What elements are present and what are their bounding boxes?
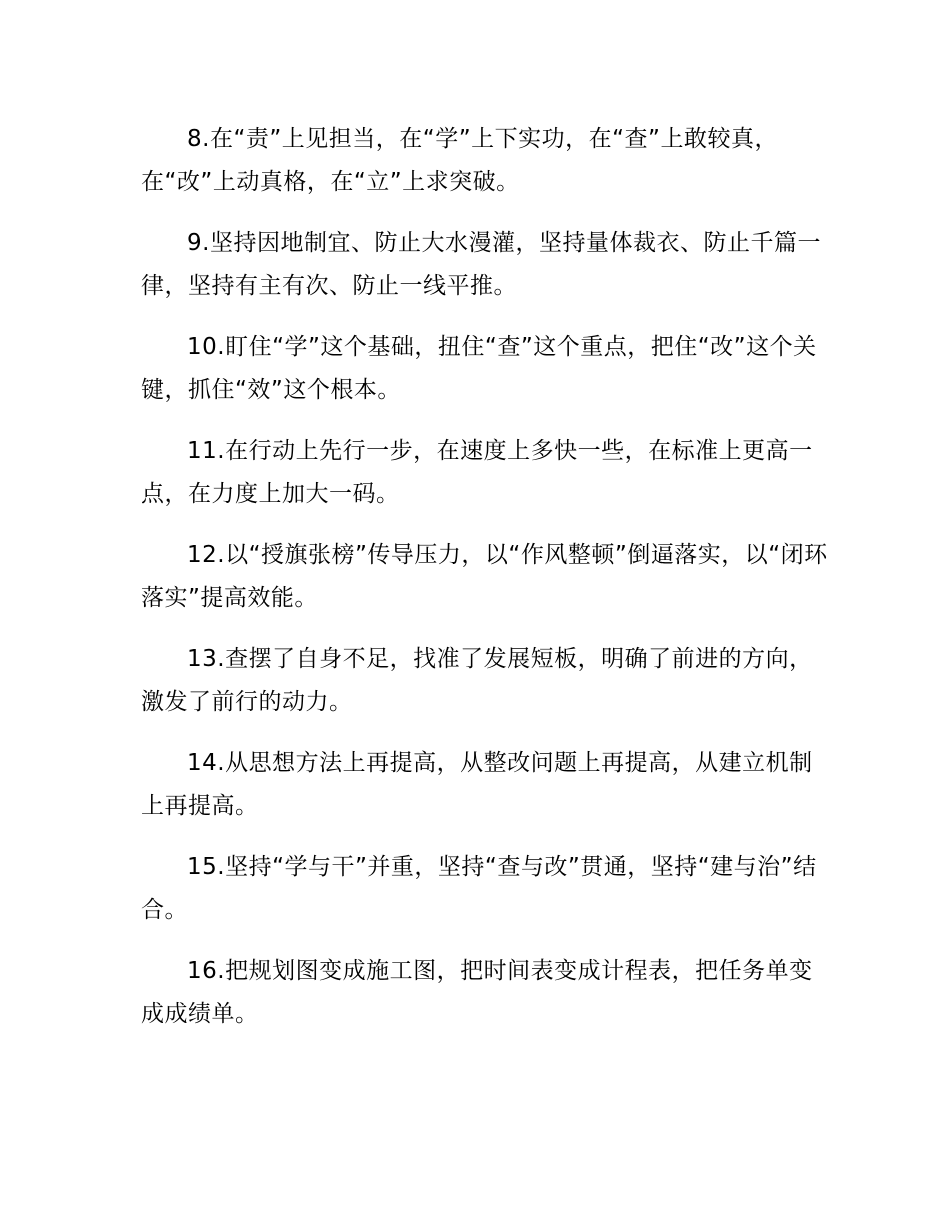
paragraph-item-12: 12.以“授旗张榜”传导压力，以“作风整顿”倒逼落实，以“闭环落实”提高效能。 bbox=[141, 542, 828, 611]
paragraph-item-10: 10.盯住“学”这个基础，扭住“查”这个重点，把住“改”这个关键，抓住“效”这个根本。 bbox=[141, 334, 817, 403]
paragraph-item-8: 8.在“责”上见担当，在“学”上下实功，在“查”上敢较真，在“改”上动真格，在“立”上求突破。 bbox=[141, 126, 778, 195]
paragraph-item-14: 14.从思想方法上再提高，从整改问题上再提高，从建立机制上再提高。 bbox=[141, 750, 813, 819]
paragraph-item-15: 15.坚持“学与干”并重，坚持“查与改”贯通，坚持“建与治”结合。 bbox=[141, 854, 817, 923]
paragraph-item-13: 13.查摆了自身不足，找准了发展短板，明确了前进的方向，激发了前行的动力。 bbox=[141, 646, 813, 715]
document-body bbox=[141, 118, 831, 1054]
paragraph-item-16: 16.把规划图变成施工图，把时间表变成计程表，把任务单变成成绩单。 bbox=[141, 958, 813, 1027]
paragraph-item-11: 11.在行动上先行一步，在速度上多快一些，在标准上更高一点，在力度上加大一码。 bbox=[141, 438, 813, 507]
paragraph-item-9: 9.坚持因地制宜、防止大水漫灌，坚持量体裁衣、防止千篇一律，坚持有主有次、防止一线平推。 bbox=[141, 230, 821, 299]
